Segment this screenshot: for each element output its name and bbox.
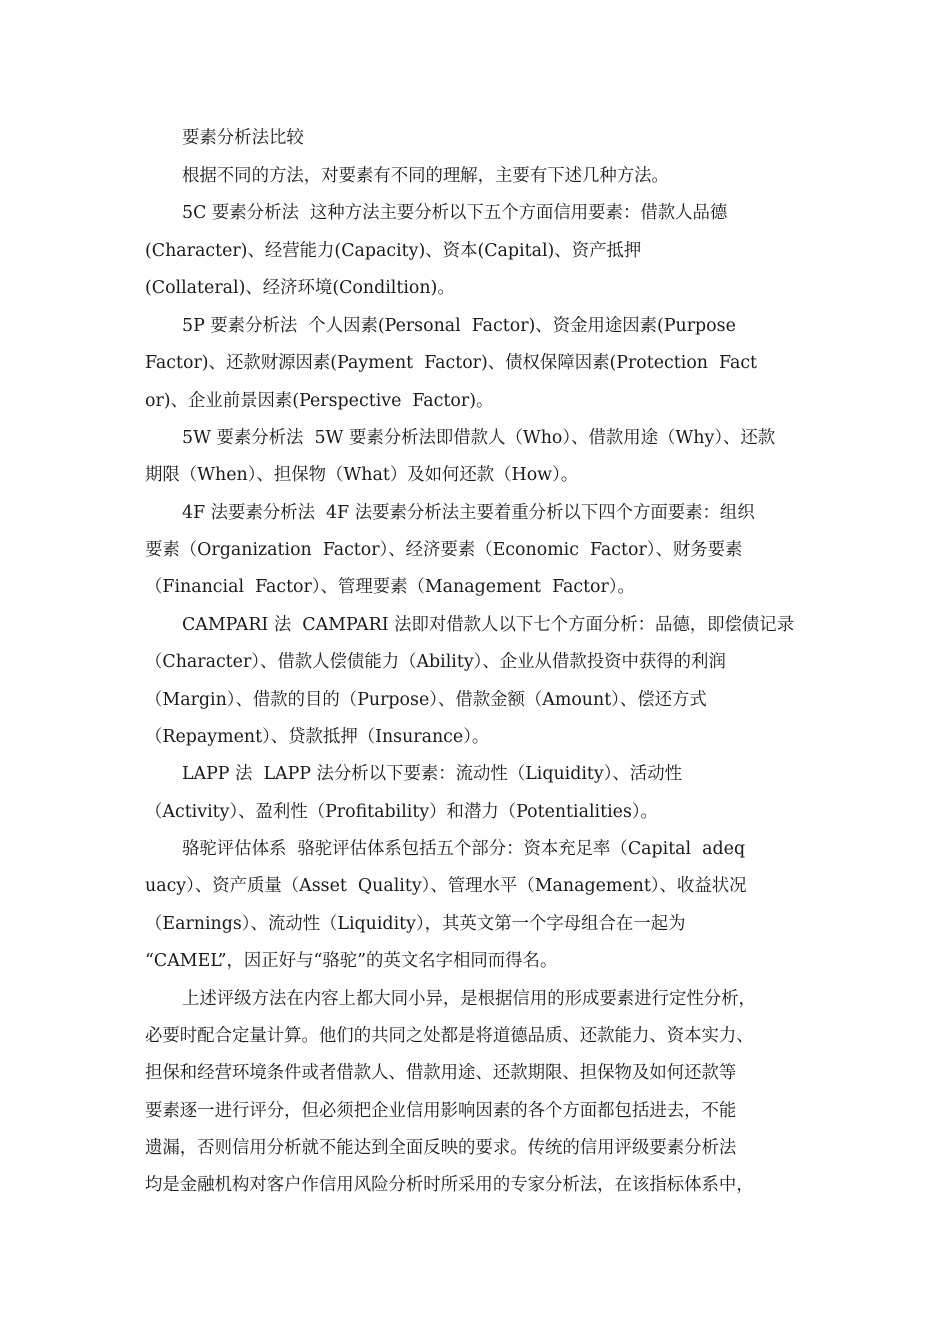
method-5c-line-3: (Collateral)、经济环境(Condiltion)。 xyxy=(145,278,455,298)
method-camel-line-2: uacy）、资产质量（Asset Quality）、管理水平（Management）、收益状况 xyxy=(145,876,747,896)
method-5p-line-3: or)、企业前景因素(Perspective Factor)。 xyxy=(145,391,494,411)
summary-line-2: 必要时配合定量计算。他们的共同之处都是将道德品质、还款能力、资本实力、 xyxy=(145,1026,754,1046)
intro-line: 根据不同的方法，对要素有不同的理解，主要有下述几种方法。 xyxy=(182,166,669,186)
method-camel-line-3: （Earnings）、流动性（Liquidity），其英文第一个字母组合在一起为 xyxy=(145,914,686,934)
summary-line-1: 上述评级方法在内容上都大同小异，是根据信用的形成要素进行定性分析， xyxy=(182,989,756,1009)
method-camel-line-1: 骆驼评估体系 骆驼评估体系包括五个部分：资本充足率（Capital adeq xyxy=(182,839,746,859)
summary-line-4: 要素逐一进行评分，但必须把企业信用影响因素的各个方面都包括进去，不能 xyxy=(145,1101,737,1121)
method-camel-line-4: “CAMEL”，因正好与“骆驼”的英文名字相同而得名。 xyxy=(145,951,558,971)
method-5w-line-1: 5W 要素分析法 5W 要素分析法即借款人（Who）、借款用途（Why）、还款 xyxy=(182,428,776,448)
method-campari-line-4: （Repayment）、贷款抵押（Insurance）。 xyxy=(145,727,490,747)
method-5c-line-2: (Character)、经营能力(Capacity)、资本(Capital)、资产抵押 xyxy=(145,241,642,261)
section-heading: 要素分析法比较 xyxy=(182,128,304,148)
method-4f-line-2: 要素（Organization Factor）、经济要素（Economic Factor）、财务要素 xyxy=(145,540,743,560)
method-lapp-line-1: LAPP 法 LAPP 法分析以下要素：流动性（Liquidity）、活动性 xyxy=(182,764,682,784)
method-lapp-line-2: （Activity）、盈利性（Profitability）和潜力（Potentialities）。 xyxy=(145,802,658,822)
method-5p-line-2: Factor)、还款财源因素(Payment Factor)、债权保障因素(Protection Fact xyxy=(145,353,758,373)
summary-line-3: 担保和经营环境条件或者借款人、借款用途、还款期限、担保物及如何还款等 xyxy=(145,1063,737,1083)
method-5p-line-1: 5P 要素分析法 个人因素(Personal Factor)、资金用途因素(Purpose xyxy=(182,316,736,336)
method-4f-line-1: 4F 法要素分析法 4F 法要素分析法主要着重分析以下四个方面要素：组织 xyxy=(182,503,755,523)
method-4f-line-3: （Financial Factor）、管理要素（Management Factor）。 xyxy=(145,577,635,597)
summary-line-6: 均是金融机构对客户作信用风险分析时所采用的专家分析法，在该指标体系中， xyxy=(145,1175,754,1195)
method-5c-line-1: 5C 要素分析法 这种方法主要分析以下五个方面信用要素：借款人品德 xyxy=(182,203,728,223)
method-campari-line-3: （Margin）、借款的目的（Purpose）、借款金额（Amount）、偿还方式 xyxy=(145,690,707,710)
method-5w-line-2: 期限（When）、担保物（What）及如何还款（How）。 xyxy=(145,465,579,485)
summary-line-5: 遗漏，否则信用分析就不能达到全面反映的要求。传统的信用评级要素分析法 xyxy=(145,1138,737,1158)
method-campari-line-2: （Character）、借款人偿债能力（Ability）、企业从借款投资中获得的利润 xyxy=(145,652,726,672)
method-campari-line-1: CAMPARI 法 CAMPARI 法即对借款人以下七个方面分析：品德，即偿债记录 xyxy=(182,615,795,635)
